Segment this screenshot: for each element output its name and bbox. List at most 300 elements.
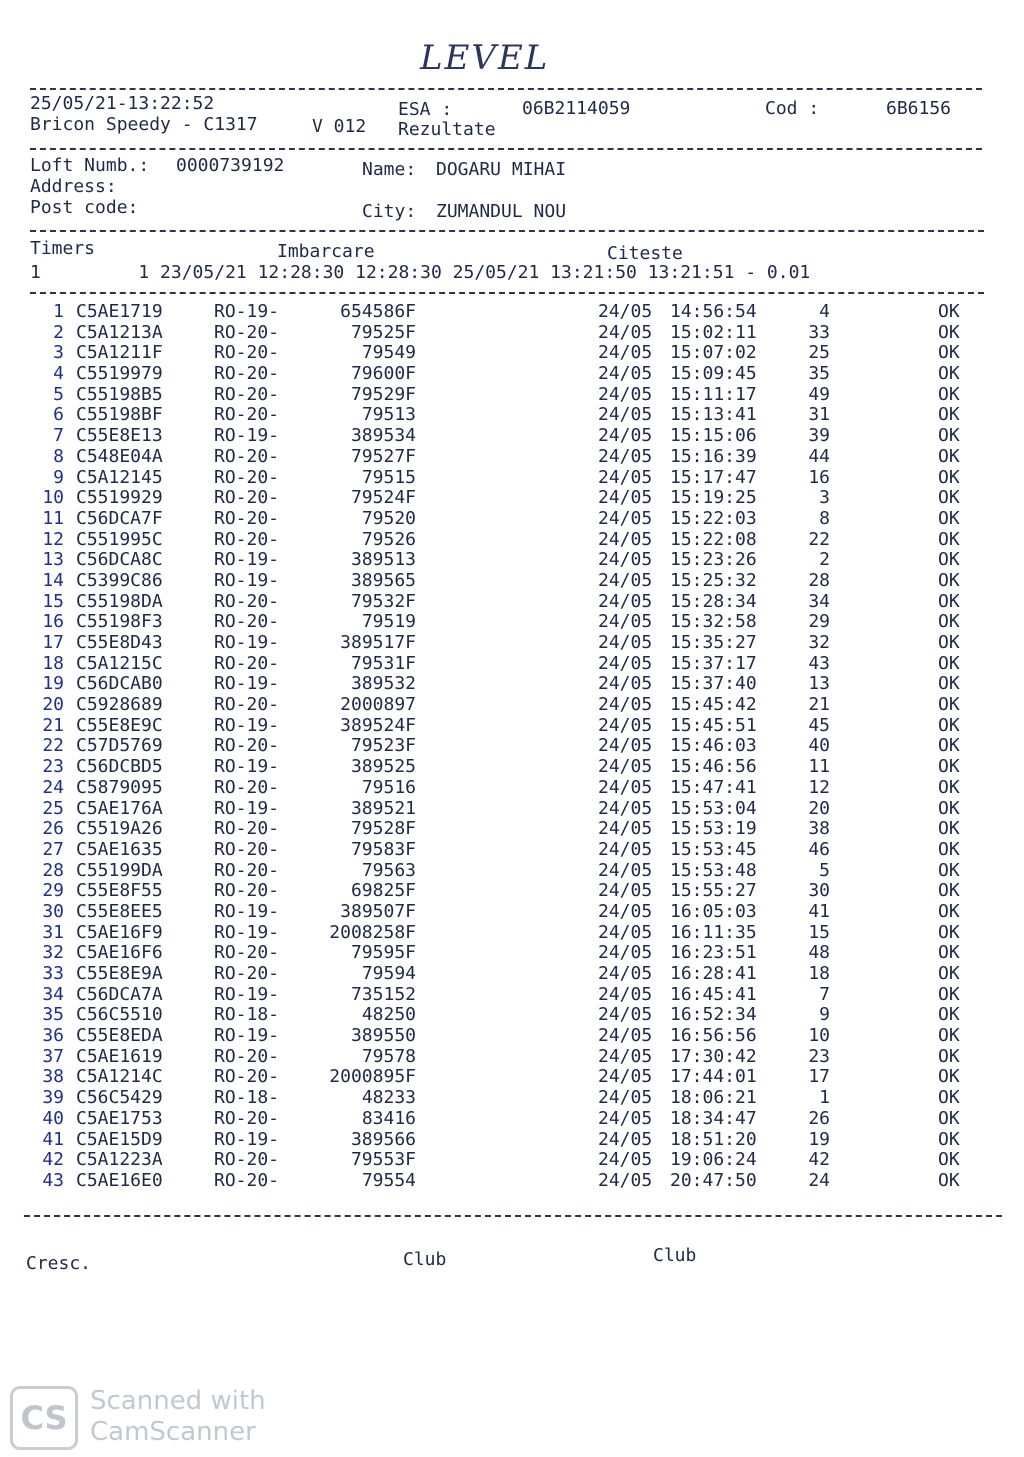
header-version: V 012 bbox=[312, 116, 367, 137]
position: 24 bbox=[808, 1169, 830, 1191]
chip-id: C5A1214C bbox=[76, 1066, 163, 1088]
table-row bbox=[0, 426, 1024, 447]
table-row bbox=[0, 405, 1024, 426]
position: 30 bbox=[808, 880, 830, 902]
arrival-date: 24/05 bbox=[598, 694, 653, 716]
chip-id: C5AE16F9 bbox=[76, 921, 163, 943]
ring-number: 79529F bbox=[350, 383, 416, 405]
table-row bbox=[0, 757, 1024, 778]
row-index: 4 bbox=[53, 363, 64, 385]
ring-number: 389524F bbox=[340, 714, 416, 736]
arrival-date: 24/05 bbox=[598, 983, 653, 1005]
arrival-date: 24/05 bbox=[598, 797, 653, 819]
arrival-date: 24/05 bbox=[598, 1149, 653, 1171]
ring-prefix: RO-20- bbox=[214, 652, 280, 674]
camscanner-logo: CS bbox=[10, 1386, 78, 1450]
status: OK bbox=[938, 1169, 960, 1191]
status: OK bbox=[938, 756, 960, 778]
arrival-date: 24/05 bbox=[598, 445, 653, 467]
ring-prefix: RO-19- bbox=[214, 569, 280, 591]
position: 5 bbox=[819, 859, 830, 881]
chip-id: C5519929 bbox=[76, 487, 163, 509]
chip-id: C55E8E13 bbox=[76, 425, 163, 447]
status: OK bbox=[938, 383, 960, 405]
ring-prefix: RO-20- bbox=[214, 1066, 280, 1088]
position: 48 bbox=[808, 942, 830, 964]
position: 22 bbox=[808, 528, 830, 550]
position: 12 bbox=[808, 776, 830, 798]
row-index: 14 bbox=[42, 569, 64, 591]
arrival-date: 24/05 bbox=[598, 1025, 653, 1047]
ring-number: 79525F bbox=[350, 321, 416, 343]
cresc-label: Cresc. bbox=[26, 1253, 92, 1274]
ring-number: 79553F bbox=[350, 1149, 416, 1171]
ring-prefix: RO-19- bbox=[214, 714, 280, 736]
table-row bbox=[0, 674, 1024, 695]
arrival-time: 15:53:04 bbox=[670, 797, 757, 819]
esa-label: ESA : bbox=[398, 99, 453, 120]
table-row bbox=[0, 1026, 1024, 1047]
position: 16 bbox=[808, 466, 830, 488]
row-index: 25 bbox=[42, 797, 64, 819]
city-value: ZUMANDUL NOU bbox=[436, 201, 567, 222]
ring-number: 79532F bbox=[350, 590, 416, 612]
status: OK bbox=[938, 466, 960, 488]
citeste-label: Citeste bbox=[607, 243, 683, 264]
status: OK bbox=[938, 963, 960, 984]
position: 33 bbox=[808, 321, 830, 343]
arrival-time: 15:46:56 bbox=[670, 756, 757, 778]
chip-id: C56C5510 bbox=[76, 1004, 163, 1026]
arrival-time: 17:44:01 bbox=[670, 1066, 757, 1088]
row-index: 39 bbox=[42, 1087, 64, 1109]
ring-number: 389565 bbox=[350, 569, 416, 591]
row-index: 7 bbox=[53, 425, 64, 447]
arrival-time: 15:53:48 bbox=[670, 859, 757, 881]
status: OK bbox=[938, 838, 960, 860]
status: OK bbox=[938, 1107, 960, 1129]
ring-prefix: RO-19- bbox=[214, 425, 280, 447]
row-index: 20 bbox=[42, 694, 64, 716]
ring-prefix: RO-20- bbox=[214, 1149, 280, 1171]
row-index: 27 bbox=[42, 838, 64, 860]
chip-id: C55198F3 bbox=[76, 611, 163, 633]
row-index: 11 bbox=[42, 507, 64, 529]
arrival-date: 24/05 bbox=[598, 363, 653, 385]
ring-number: 79578 bbox=[361, 1045, 416, 1067]
chip-id: C5519979 bbox=[76, 363, 163, 385]
handwritten-note: LEVEL bbox=[420, 38, 550, 78]
table-row bbox=[0, 943, 1024, 964]
ring-prefix: RO-19- bbox=[214, 900, 280, 922]
arrival-time: 15:37:40 bbox=[670, 673, 757, 695]
chip-id: C5A1211F bbox=[76, 342, 163, 364]
chip-id: C5A1213A bbox=[76, 321, 163, 343]
status: OK bbox=[938, 1066, 960, 1088]
ring-number: 2000897 bbox=[340, 694, 416, 716]
status: OK bbox=[938, 1004, 960, 1026]
row-index: 36 bbox=[42, 1025, 64, 1047]
chip-id: C55198B5 bbox=[76, 383, 163, 405]
ring-number: 79531F bbox=[350, 652, 416, 674]
ring-prefix: RO-18- bbox=[214, 1004, 280, 1026]
watermark-line-2: CamScanner bbox=[90, 1417, 256, 1447]
ring-prefix: RO-20- bbox=[214, 818, 280, 840]
position: 45 bbox=[808, 714, 830, 736]
ring-number: 79528F bbox=[350, 818, 416, 840]
table-row bbox=[0, 1067, 1024, 1088]
arrival-time: 15:28:34 bbox=[670, 590, 757, 612]
chip-id: C5519A26 bbox=[76, 818, 163, 840]
status: OK bbox=[938, 776, 960, 798]
status: OK bbox=[938, 590, 960, 612]
table-row bbox=[0, 799, 1024, 820]
arrival-time: 15:13:41 bbox=[670, 404, 757, 426]
status: OK bbox=[938, 818, 960, 840]
status: OK bbox=[938, 301, 960, 322]
table-row bbox=[0, 343, 1024, 364]
arrival-time: 16:11:35 bbox=[670, 921, 757, 943]
ring-number: 735152 bbox=[350, 983, 416, 1005]
arrival-time: 15:22:03 bbox=[670, 507, 757, 529]
row-index: 5 bbox=[53, 383, 64, 405]
chip-id: C55E8E9C bbox=[76, 714, 163, 736]
imbarcare-label: Imbarcare bbox=[277, 241, 375, 262]
cod-value: 6B6156 bbox=[886, 98, 952, 119]
table-row bbox=[0, 364, 1024, 385]
arrival-date: 24/05 bbox=[598, 673, 653, 695]
table-row bbox=[0, 550, 1024, 571]
cod-label: Cod : bbox=[765, 98, 820, 119]
position: 17 bbox=[808, 1066, 830, 1088]
chip-id: C55198BF bbox=[76, 404, 163, 426]
arrival-time: 19:06:24 bbox=[670, 1149, 757, 1171]
status: OK bbox=[938, 507, 960, 529]
arrival-time: 16:28:41 bbox=[670, 963, 757, 984]
row-index: 19 bbox=[42, 673, 64, 695]
ring-number: 654586F bbox=[340, 301, 416, 322]
table-row bbox=[0, 323, 1024, 344]
table-row bbox=[0, 1130, 1024, 1151]
row-index: 42 bbox=[42, 1149, 64, 1171]
ring-prefix: RO-19- bbox=[214, 673, 280, 695]
chip-id: C5AE15D9 bbox=[76, 1128, 163, 1150]
arrival-date: 24/05 bbox=[598, 425, 653, 447]
chip-id: C55E8D43 bbox=[76, 632, 163, 653]
ring-prefix: RO-20- bbox=[214, 694, 280, 716]
rezultate-label: Rezultate bbox=[398, 119, 496, 140]
position: 34 bbox=[808, 590, 830, 612]
row-index: 29 bbox=[42, 880, 64, 902]
chip-id: C55E8E9A bbox=[76, 963, 163, 984]
row-index: 9 bbox=[53, 466, 64, 488]
row-index: 33 bbox=[42, 963, 64, 984]
ring-number: 79527F bbox=[350, 445, 416, 467]
arrival-date: 24/05 bbox=[598, 1128, 653, 1150]
chip-id: C56DCAB0 bbox=[76, 673, 163, 695]
row-index: 22 bbox=[42, 735, 64, 757]
row-index: 18 bbox=[42, 652, 64, 674]
status: OK bbox=[938, 900, 960, 922]
status: OK bbox=[938, 1149, 960, 1171]
ring-prefix: RO-20- bbox=[214, 859, 280, 881]
row-index: 32 bbox=[42, 942, 64, 964]
status: OK bbox=[938, 487, 960, 509]
ring-prefix: RO-19- bbox=[214, 983, 280, 1005]
status: OK bbox=[938, 1128, 960, 1150]
club-label: Club bbox=[653, 1245, 697, 1266]
ring-number: 389532 bbox=[350, 673, 416, 695]
arrival-time: 15:17:47 bbox=[670, 466, 757, 488]
table-row bbox=[0, 509, 1024, 530]
position: 43 bbox=[808, 652, 830, 674]
arrival-time: 15:23:26 bbox=[670, 549, 757, 571]
position: 3 bbox=[819, 487, 830, 509]
arrival-time: 15:37:17 bbox=[670, 652, 757, 674]
row-index: 10 bbox=[42, 487, 64, 509]
arrival-time: 15:32:58 bbox=[670, 611, 757, 633]
arrival-time: 15:02:11 bbox=[670, 321, 757, 343]
status: OK bbox=[938, 1045, 960, 1067]
table-row bbox=[0, 716, 1024, 737]
ring-number: 2000895F bbox=[329, 1066, 416, 1088]
arrival-time: 16:05:03 bbox=[670, 900, 757, 922]
ring-number: 389521 bbox=[350, 797, 416, 819]
table-row bbox=[0, 1109, 1024, 1130]
status: OK bbox=[938, 363, 960, 385]
ring-prefix: RO-20- bbox=[214, 383, 280, 405]
row-index: 17 bbox=[42, 632, 64, 653]
arrival-time: 16:56:56 bbox=[670, 1025, 757, 1047]
arrival-date: 24/05 bbox=[598, 487, 653, 509]
ring-number: 79600F bbox=[350, 363, 416, 385]
arrival-date: 24/05 bbox=[598, 756, 653, 778]
table-row bbox=[0, 612, 1024, 633]
ring-number: 389534 bbox=[350, 425, 416, 447]
ring-prefix: RO-20- bbox=[214, 880, 280, 902]
status: OK bbox=[938, 694, 960, 716]
chip-id: C56DCA7F bbox=[76, 507, 163, 529]
arrival-time: 15:53:45 bbox=[670, 838, 757, 860]
status: OK bbox=[938, 859, 960, 881]
position: 4 bbox=[819, 301, 830, 322]
row-index: 2 bbox=[53, 321, 64, 343]
esa-value: 06B2114059 bbox=[522, 98, 631, 119]
table-row bbox=[0, 592, 1024, 613]
position: 49 bbox=[808, 383, 830, 405]
ring-number: 79549 bbox=[361, 342, 416, 364]
arrival-date: 24/05 bbox=[598, 838, 653, 860]
status: OK bbox=[938, 1087, 960, 1109]
chip-id: C5AE1753 bbox=[76, 1107, 163, 1129]
ring-prefix: RO-20- bbox=[214, 942, 280, 964]
ring-prefix: RO-20- bbox=[214, 611, 280, 633]
ring-prefix: RO-20- bbox=[214, 776, 280, 798]
arrival-time: 16:23:51 bbox=[670, 942, 757, 964]
position: 9 bbox=[819, 1004, 830, 1026]
arrival-time: 15:53:19 bbox=[670, 818, 757, 840]
ring-number: 79526 bbox=[361, 528, 416, 550]
arrival-date: 24/05 bbox=[598, 776, 653, 798]
position: 44 bbox=[808, 445, 830, 467]
chip-id: C5AE16F6 bbox=[76, 942, 163, 964]
arrival-time: 15:16:39 bbox=[670, 445, 757, 467]
chip-id: C5AE1635 bbox=[76, 838, 163, 860]
ring-prefix: RO-18- bbox=[214, 1087, 280, 1109]
ring-prefix: RO-19- bbox=[214, 1128, 280, 1150]
ring-prefix: RO-19- bbox=[214, 301, 280, 322]
chip-id: C5879095 bbox=[76, 776, 163, 798]
ring-number: 79595F bbox=[350, 942, 416, 964]
status: OK bbox=[938, 942, 960, 964]
chip-id: C55198DA bbox=[76, 590, 163, 612]
arrival-date: 24/05 bbox=[598, 859, 653, 881]
ring-number: 389525 bbox=[350, 756, 416, 778]
ring-prefix: RO-19- bbox=[214, 632, 280, 653]
table-row bbox=[0, 964, 1024, 985]
chip-id: C5AE16E0 bbox=[76, 1169, 163, 1191]
position: 28 bbox=[808, 569, 830, 591]
position: 20 bbox=[808, 797, 830, 819]
arrival-date: 24/05 bbox=[598, 1107, 653, 1129]
arrival-date: 24/05 bbox=[598, 652, 653, 674]
city-label: City: bbox=[362, 201, 417, 222]
ring-number: 389566 bbox=[350, 1128, 416, 1150]
camscanner-watermark bbox=[90, 1386, 266, 1448]
table-row bbox=[0, 1047, 1024, 1068]
arrival-date: 24/05 bbox=[598, 507, 653, 529]
table-row bbox=[0, 923, 1024, 944]
chip-id: C55E8F55 bbox=[76, 880, 163, 902]
ring-number: 79513 bbox=[361, 404, 416, 426]
arrival-time: 15:45:42 bbox=[670, 694, 757, 716]
chip-id: C55E8EDA bbox=[76, 1025, 163, 1047]
row-index: 35 bbox=[42, 1004, 64, 1026]
position: 29 bbox=[808, 611, 830, 633]
position: 26 bbox=[808, 1107, 830, 1129]
table-row bbox=[0, 1005, 1024, 1026]
arrival-date: 24/05 bbox=[598, 1087, 653, 1109]
chip-id: C5A12145 bbox=[76, 466, 163, 488]
address-label: Address: bbox=[30, 176, 117, 197]
divider bbox=[30, 148, 982, 150]
table-row bbox=[0, 633, 1024, 654]
row-index: 28 bbox=[42, 859, 64, 881]
ring-prefix: RO-20- bbox=[214, 466, 280, 488]
ring-number: 79524F bbox=[350, 487, 416, 509]
status: OK bbox=[938, 569, 960, 591]
chip-id: C548E04A bbox=[76, 445, 163, 467]
status: OK bbox=[938, 611, 960, 633]
arrival-time: 15:25:32 bbox=[670, 569, 757, 591]
chip-id: C56DCA8C bbox=[76, 549, 163, 571]
divider bbox=[30, 88, 982, 90]
table-row bbox=[0, 840, 1024, 861]
status: OK bbox=[938, 632, 960, 653]
chip-id: C5AE1619 bbox=[76, 1045, 163, 1067]
table-row bbox=[0, 654, 1024, 675]
arrival-date: 24/05 bbox=[598, 963, 653, 984]
position: 15 bbox=[808, 921, 830, 943]
name-value: DOGARU MIHAI bbox=[436, 159, 567, 180]
ring-number: 79520 bbox=[361, 507, 416, 529]
position: 35 bbox=[808, 363, 830, 385]
arrival-time: 15:45:51 bbox=[670, 714, 757, 736]
status: OK bbox=[938, 425, 960, 447]
arrival-time: 15:11:17 bbox=[670, 383, 757, 405]
arrival-time: 18:51:20 bbox=[670, 1128, 757, 1150]
arrival-time: 15:15:06 bbox=[670, 425, 757, 447]
position: 19 bbox=[808, 1128, 830, 1150]
status: OK bbox=[938, 321, 960, 343]
position: 23 bbox=[808, 1045, 830, 1067]
club-label: Club bbox=[403, 1249, 447, 1270]
ring-prefix: RO-19- bbox=[214, 797, 280, 819]
position: 10 bbox=[808, 1025, 830, 1047]
table-row bbox=[0, 881, 1024, 902]
arrival-time: 20:47:50 bbox=[670, 1169, 757, 1191]
timers-label: Timers bbox=[30, 238, 96, 259]
position: 25 bbox=[808, 342, 830, 364]
ring-number: 79554 bbox=[361, 1169, 416, 1191]
arrival-time: 16:52:34 bbox=[670, 1004, 757, 1026]
chip-id: C5AE176A bbox=[76, 797, 163, 819]
arrival-time: 17:30:42 bbox=[670, 1045, 757, 1067]
position: 7 bbox=[819, 983, 830, 1005]
chip-id: C56DCA7A bbox=[76, 983, 163, 1005]
ring-prefix: RO-20- bbox=[214, 1045, 280, 1067]
ring-number: 48250 bbox=[361, 1004, 416, 1026]
status: OK bbox=[938, 652, 960, 674]
chip-id: C57D5769 bbox=[76, 735, 163, 757]
row-index: 31 bbox=[42, 921, 64, 943]
ring-prefix: RO-20- bbox=[214, 735, 280, 757]
ring-number: 2008258F bbox=[329, 921, 416, 943]
row-index: 1 bbox=[53, 301, 64, 322]
chip-id: C5A1215C bbox=[76, 652, 163, 674]
position: 2 bbox=[819, 549, 830, 571]
ring-prefix: RO-20- bbox=[214, 507, 280, 529]
row-index: 3 bbox=[53, 342, 64, 364]
ring-prefix: RO-20- bbox=[214, 363, 280, 385]
row-index: 13 bbox=[42, 549, 64, 571]
table-row bbox=[0, 1150, 1024, 1171]
arrival-time: 15:47:41 bbox=[670, 776, 757, 798]
ring-prefix: RO-20- bbox=[214, 590, 280, 612]
position: 11 bbox=[808, 756, 830, 778]
arrival-date: 24/05 bbox=[598, 921, 653, 943]
status: OK bbox=[938, 735, 960, 757]
divider bbox=[30, 230, 984, 232]
row-index: 16 bbox=[42, 611, 64, 633]
table-row bbox=[0, 902, 1024, 923]
arrival-date: 24/05 bbox=[598, 880, 653, 902]
position: 32 bbox=[808, 632, 830, 653]
row-index: 41 bbox=[42, 1128, 64, 1150]
row-index: 37 bbox=[42, 1045, 64, 1067]
arrival-time: 15:35:27 bbox=[670, 632, 757, 653]
arrival-date: 24/05 bbox=[598, 466, 653, 488]
ring-number: 389517F bbox=[340, 632, 416, 653]
status: OK bbox=[938, 797, 960, 819]
status: OK bbox=[938, 983, 960, 1005]
arrival-time: 15:22:08 bbox=[670, 528, 757, 550]
row-index: 15 bbox=[42, 590, 64, 612]
ring-number: 79516 bbox=[361, 776, 416, 798]
position: 39 bbox=[808, 425, 830, 447]
ring-prefix: RO-20- bbox=[214, 838, 280, 860]
arrival-date: 24/05 bbox=[598, 611, 653, 633]
